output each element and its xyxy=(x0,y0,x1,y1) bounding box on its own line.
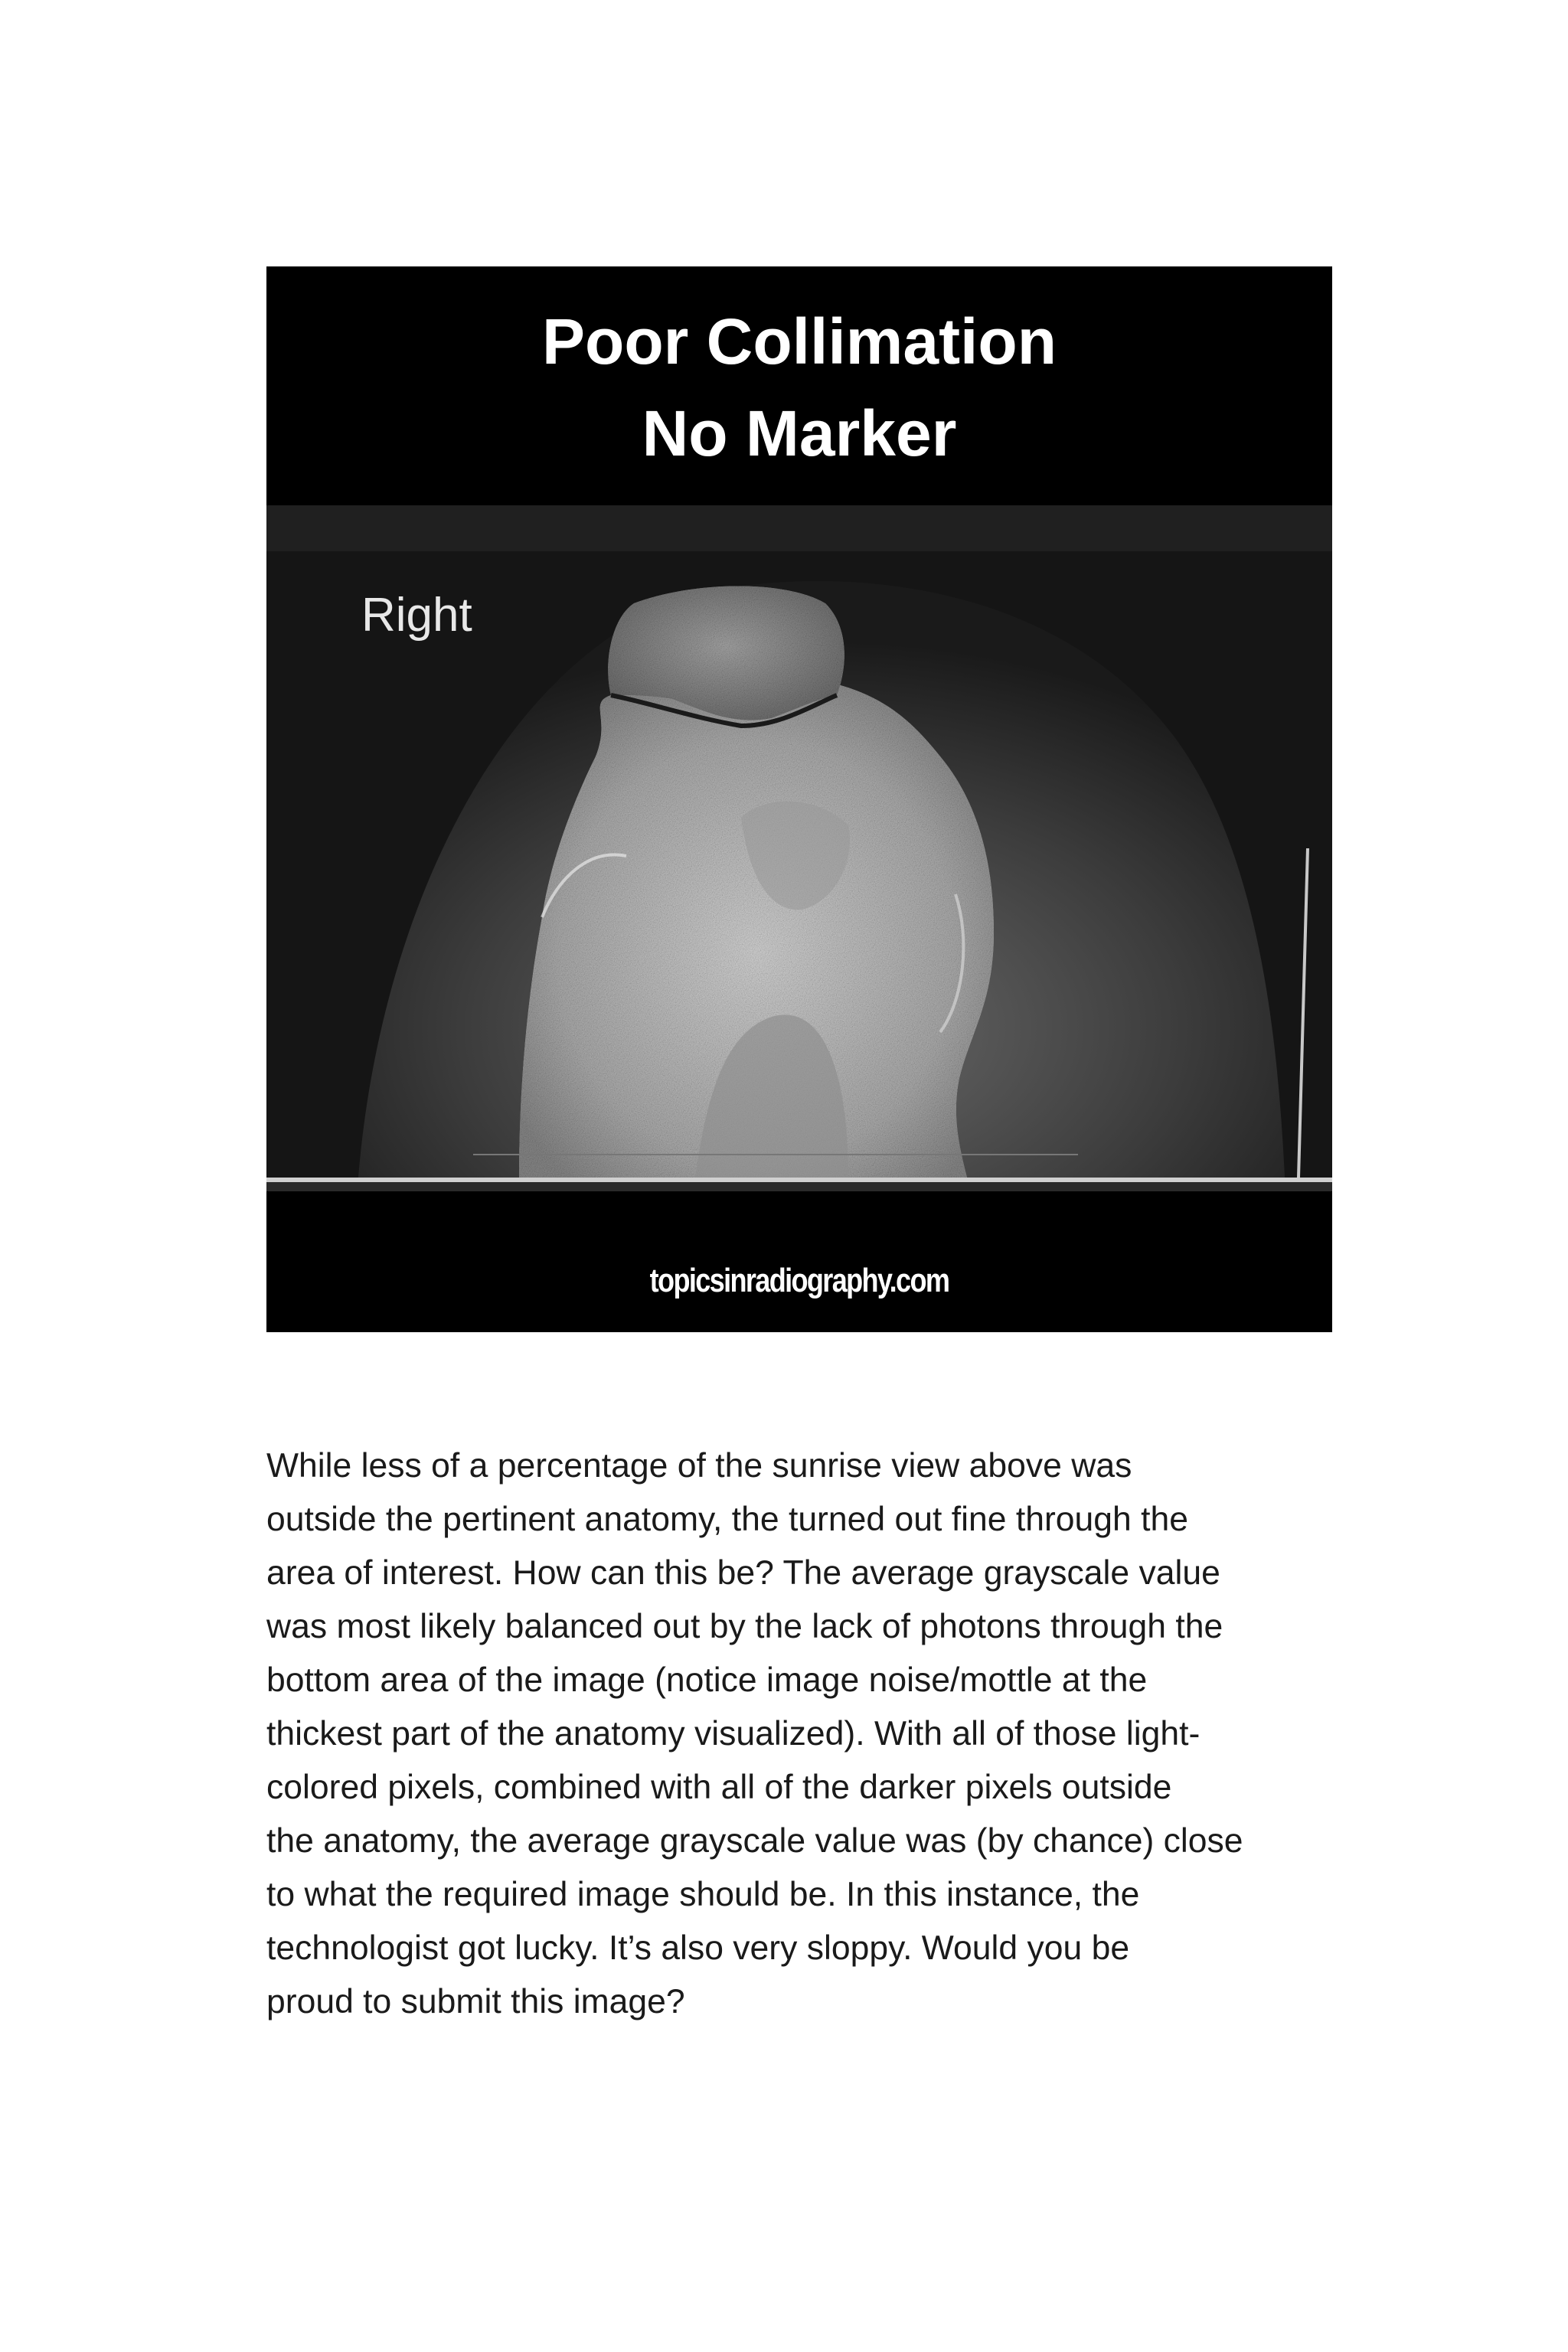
paragraph-line: outside the pertinent anatomy, the turned out fine through the xyxy=(266,1501,1188,1538)
body-paragraph xyxy=(266,1439,1338,2029)
side-label: Right xyxy=(361,589,472,642)
paragraph-line: area of interest. How can this be? The average grayscale value xyxy=(266,1554,1220,1592)
xray-figure xyxy=(266,266,1332,1332)
paragraph-line: proud to submit this image? xyxy=(266,1983,685,2020)
paragraph-line: thickest part of the anatomy visualized). With all of those light- xyxy=(266,1715,1200,1753)
paragraph-line: colored pixels, combined with all of the darker pixels outside xyxy=(266,1769,1172,1806)
paragraph-line: was most likely balanced out by the lack of photons through the xyxy=(266,1608,1223,1645)
figure-credit: topicsinradiography.com xyxy=(649,1262,949,1299)
paragraph-line: the anatomy, the average grayscale value was (by chance) close xyxy=(266,1822,1243,1860)
figure-title-line-1: Poor Collimation xyxy=(542,305,1057,377)
figure-title-line-2: No Marker xyxy=(642,397,957,469)
paragraph-line: to what the required image should be. In this instance, the xyxy=(266,1876,1140,1913)
paragraph-line: While less of a percentage of the sunrise view above was xyxy=(266,1447,1132,1485)
figure-title xyxy=(266,296,1332,479)
paragraph-line: technologist got lucky. It’s also very sloppy. Would you be xyxy=(266,1929,1130,1967)
paragraph-line: bottom area of the image (notice image noise/mottle at the xyxy=(266,1661,1148,1699)
